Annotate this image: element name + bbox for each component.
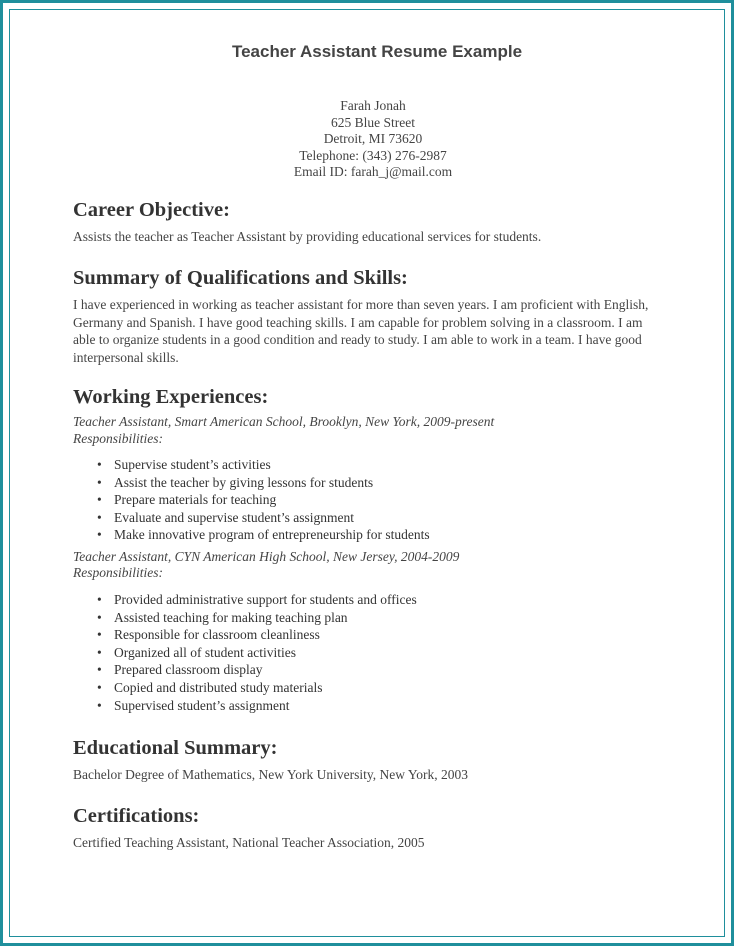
contact-telephone: Telephone: (343) 276-2987 <box>299 147 447 163</box>
responsibilities-list <box>73 456 673 544</box>
contact-name: Farah Jonah <box>340 98 406 113</box>
work-section <box>73 385 673 714</box>
certifications-text: Certified Teaching Assistant, National Teacher Association, 2005 <box>73 835 425 850</box>
bullet-icon: • <box>97 662 102 678</box>
certifications-section <box>73 804 673 852</box>
bullet-icon: • <box>97 679 102 695</box>
summary-section <box>73 266 673 366</box>
responsibilities-list <box>73 591 673 714</box>
job-title: Teacher Assistant, CYN American High School, New Jersey, 2004-2009 <box>73 548 460 564</box>
bullet-icon: • <box>97 609 102 625</box>
responsibilities-label: Responsibilities: <box>73 565 163 581</box>
list-item: • Assisted teaching for making teaching plan <box>97 609 348 625</box>
list-item: • Assist the teacher by giving lessons for students <box>97 474 374 490</box>
certifications-heading: Certifications: <box>73 805 200 827</box>
list-item: • Supervise student’s activities <box>97 457 271 472</box>
work-heading: Working Experiences: <box>73 386 269 408</box>
career-objective-section <box>73 198 673 246</box>
bullet-icon: • <box>97 492 102 508</box>
list-item: • Responsible for classroom cleanliness <box>97 627 320 643</box>
education-section <box>73 736 673 784</box>
education-text: Bachelor Degree of Mathematics, New York University, New York, 2003 <box>73 767 469 782</box>
contact-street: 625 Blue Street <box>331 114 415 130</box>
list-item: • Copied and distributed study materials <box>97 679 323 695</box>
bullet-icon: • <box>97 457 102 472</box>
list-item: • Make innovative program of entrepreneurship for students <box>97 527 430 543</box>
list-item: • Provided administrative support for students and offices <box>97 591 417 607</box>
career-objective-heading: Career Objective: <box>73 199 230 221</box>
contact-block <box>73 98 673 181</box>
job-entry <box>73 414 673 544</box>
summary-text: I have experienced in working as teacher assistant for more than seven years. I am proficient with English, Germany and Spanish. I have good teaching skills. I am capable for problem solving in a classroom. I am able to organize students in a good condition and ready to study. I am able to work in a team. I have good interpersonal skills. <box>73 297 649 365</box>
job-title: Teacher Assistant, Smart American School, Brooklyn, New York, 2009-present <box>73 414 495 429</box>
education-heading: Educational Summary: <box>73 737 278 759</box>
summary-heading: Summary of Qualifications and Skills: <box>73 267 408 289</box>
bullet-icon: • <box>97 591 102 607</box>
bullet-icon: • <box>97 627 102 643</box>
bullet-icon: • <box>97 697 102 713</box>
page-title: Teacher Assistant Resume Example <box>231 42 523 61</box>
bullet-icon: • <box>97 644 102 660</box>
responsibilities-label: Responsibilities: <box>73 430 163 446</box>
list-item: • Prepared classroom display <box>97 662 263 678</box>
resume-header <box>73 40 673 181</box>
bullet-icon: • <box>97 509 102 525</box>
contact-city: Detroit, MI 73620 <box>323 131 423 146</box>
bullet-icon: • <box>97 474 102 490</box>
list-item: • Prepare materials for teaching <box>97 492 277 508</box>
career-objective-text: Assists the teacher as Teacher Assistant by providing educational services for students. <box>73 229 542 244</box>
list-item: • Supervised student’s assignment <box>97 697 290 713</box>
contact-email: Email ID: farah_j@mail.com <box>293 164 453 179</box>
bullet-icon: • <box>97 527 102 543</box>
list-item: • Organized all of student activities <box>97 644 296 660</box>
job-entry <box>73 549 673 714</box>
list-item: • Evaluate and supervise student’s assignment <box>97 509 354 525</box>
